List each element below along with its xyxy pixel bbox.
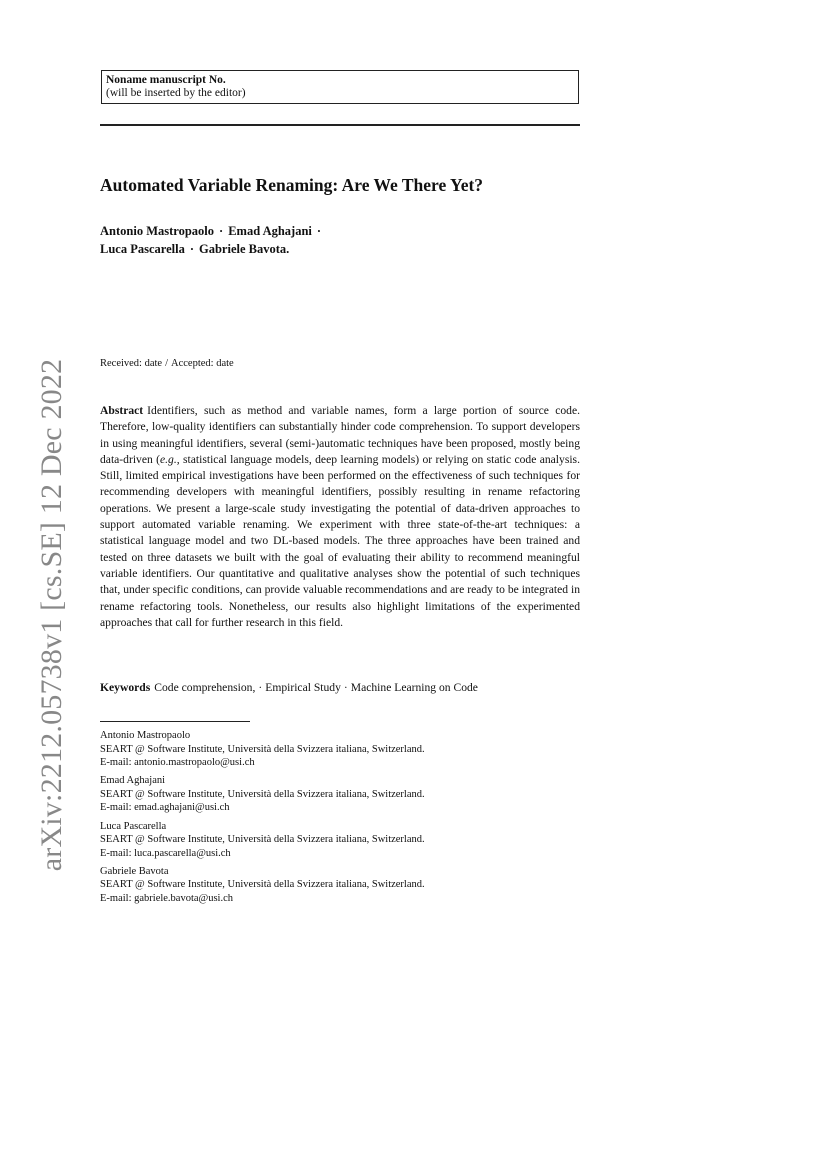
author-name: Gabriele Bavota. <box>199 242 290 256</box>
author-separator: · <box>316 224 322 238</box>
keyword: Machine Learning on Code <box>350 681 478 694</box>
keyword-separator: · <box>258 681 263 694</box>
affiliation-block <box>100 774 425 815</box>
affiliation-name: Antonio Mastropaolo <box>100 730 191 741</box>
abstract-text-cont: statistical language models, deep learning models) or relying on static code analysis. Still, limited empirical investigations have been performed on the effectiveness of such techniques for recommending developers with meaningful identifiers, possibly resulting in rename refactoring operations. We present a large-scale study investigating the potential of data-driven approaches to support automated variable renaming. We experiment with three state-of-the-art techniques: a statistical language model and two DL-based models. The three approaches have been trained and tested on three datasets we built with the goal of evaluating their ability to recommend meaningful variable identifiers. Our quantitative and qualitative analyses show the potential of such techniques that, under specific conditions, can provide valuable recommendations and are ready to be integrated in rename refactoring tools. Nonetheless, our results also highlight limitations of the experimented approaches that call for further research in this field. <box>100 452 580 629</box>
author-separator: · <box>219 224 224 238</box>
editor-note-box <box>101 70 579 104</box>
keyword-separator: · <box>343 681 348 694</box>
author-name: Antonio Mastropaolo <box>100 224 215 238</box>
author-name: Luca Pascarella <box>100 242 185 256</box>
author-line-1 <box>100 222 326 240</box>
affiliation-email: E-mail: emad.aghajani@usi.ch <box>100 802 230 814</box>
manuscript-label: Noname manuscript No. <box>106 74 226 86</box>
keyword: Code comprehension, <box>154 681 256 694</box>
author-separator: · <box>189 242 194 256</box>
footnote-rule <box>100 721 250 722</box>
accepted-date: Accepted: date <box>171 358 234 369</box>
affiliation-name: Luca Pascarella <box>100 820 167 832</box>
received-date: Received: date <box>100 358 163 369</box>
affiliation-institution: SEART @ Software Institute, Università della Svizzera italiana, Switzerland. <box>100 743 425 755</box>
abstract-eg: e.g., <box>160 452 180 466</box>
keywords-label: Keywords <box>100 681 151 694</box>
affiliation-block <box>100 729 425 770</box>
affiliation-block <box>100 820 425 861</box>
abstract-text: Identifiers, such as method and variable names, form a large portion of source code. Therefore, low-quality identifiers can substantially hinder code comprehension. To support developers in using meaningful identifiers, several (semi-)automatic techniques have been proposed, mostly being data-driven ( <box>100 404 580 466</box>
affiliation-email: E-mail: luca.pascarella@usi.ch <box>100 847 231 859</box>
editor-note: (will be inserted by the editor) <box>106 87 246 99</box>
affiliation-institution: SEART @ Software Institute, Università della Svizzera italiana, Switzerland. <box>100 879 425 891</box>
author-list <box>100 222 326 258</box>
author-name: Emad Aghajani <box>228 224 312 238</box>
keyword: Empirical Study <box>265 681 341 694</box>
affiliations <box>100 729 425 910</box>
date-divider: / <box>165 358 169 369</box>
affiliation-email: E-mail: antonio.mastropaolo@usi.ch <box>100 757 255 769</box>
paper-title: Automated Variable Renaming: Are We There Yet? <box>100 175 484 195</box>
keywords <box>100 681 478 694</box>
affiliation-institution: SEART @ Software Institute, Università della Svizzera italiana, Switzerland. <box>100 788 425 800</box>
author-line-2 <box>100 240 326 258</box>
arxiv-identifier: arXiv:2212.05738v1 [cs.SE] 12 Dec 2022 <box>35 358 68 872</box>
header-rule <box>100 124 580 126</box>
abstract <box>100 403 580 631</box>
affiliation-institution: SEART @ Software Institute, Università della Svizzera italiana, Switzerland. <box>100 834 425 846</box>
affiliation-name: Gabriele Bavota <box>100 865 169 877</box>
affiliation-email: E-mail: gabriele.bavota@usi.ch <box>100 893 233 905</box>
abstract-label: Abstract <box>100 404 144 417</box>
received-accepted-line <box>100 358 234 369</box>
affiliation-block <box>100 865 425 906</box>
affiliation-name: Emad Aghajani <box>100 775 166 787</box>
